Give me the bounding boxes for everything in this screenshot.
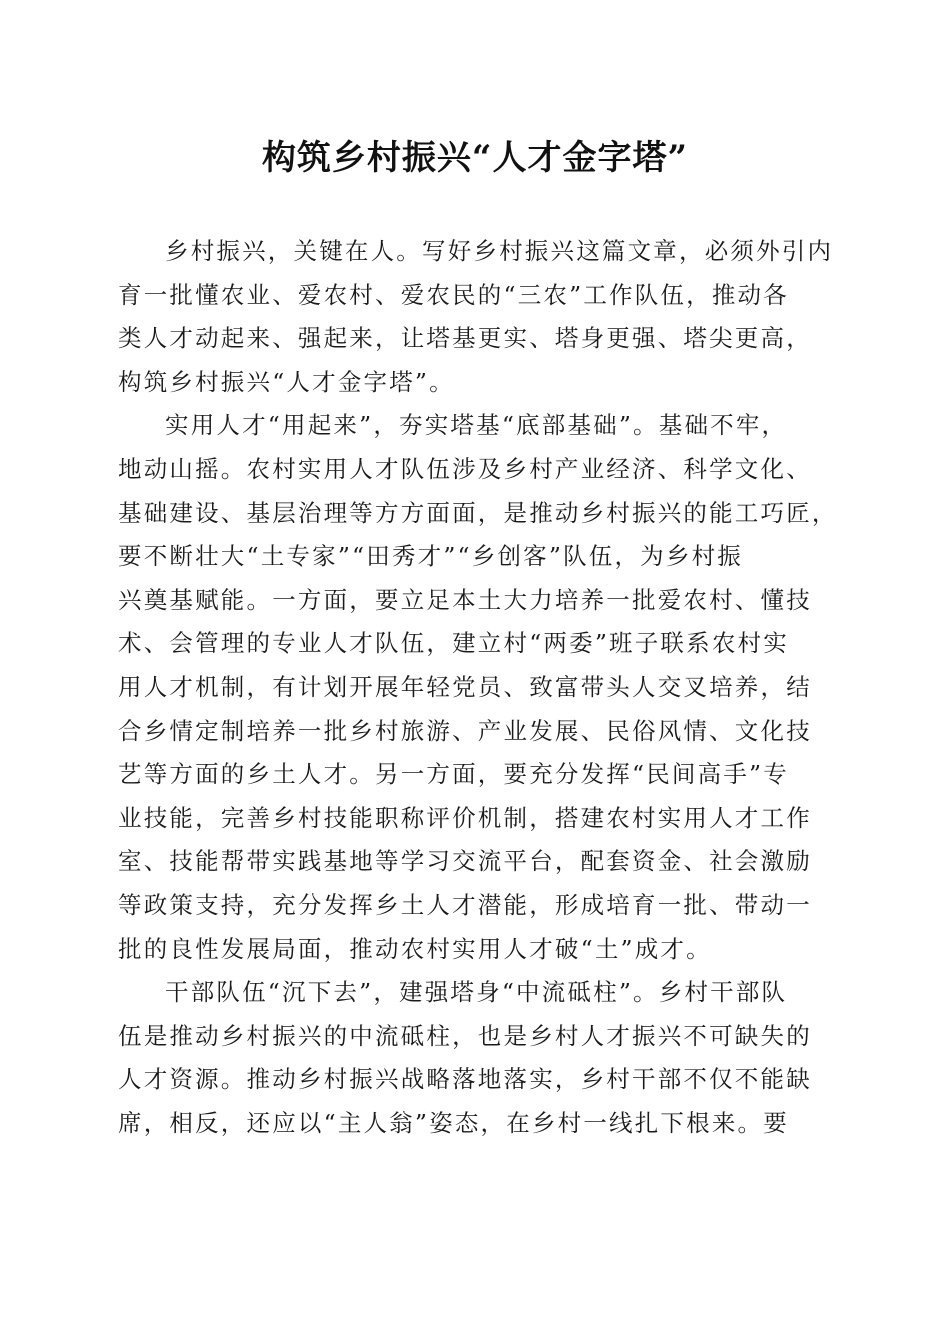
text-line: 室、技能帮带实践基地等学习交流平台，配套资金、社会激励 — [118, 847, 812, 876]
text-line: 伍是推动乡村振兴的中流砥柱，也是乡村人才振兴不可缺失的 — [118, 1021, 812, 1050]
text-line: 乡村振兴，关键在人。写好乡村振兴这篇文章，必须外引内 — [165, 237, 834, 265]
text-line: 合乡情定制培养一批乡村旅游、产业发展、民俗风情、文化技 — [118, 716, 812, 745]
paragraph-cadre-team — [118, 971, 830, 1145]
text-line: 干部队伍“沉下去”，建强塔身“中流砥柱”。乡村干部队 — [165, 978, 788, 1007]
text-line: 构筑乡村振兴“人才金字塔”。 — [118, 367, 455, 396]
paragraph-intro — [118, 230, 834, 404]
document-body — [118, 230, 838, 1145]
text-line: 艺等方面的乡土人才。另一方面，要充分发挥“民间高手”专 — [118, 760, 789, 789]
text-line: 实用人才“用起来”，夯实塔基“底部基础”。基础不牢， — [165, 411, 788, 440]
text-line: 人才资源。推动乡村振兴战略落地落实，乡村干部不仅不能缺 — [118, 1065, 812, 1094]
text-line: 基础建设、基层治理等方方面面，是推动乡村振兴的能工巧匠， — [118, 498, 838, 527]
text-line: 育一批懂农业、爱农村、爱农民的“三农”工作队伍，推动各 — [118, 280, 789, 309]
document-title: 构筑乡村振兴“人才金字塔” — [261, 138, 689, 178]
text-line: 兴奠基赋能。一方面，要立足本土大力培养一批爱农村、懂技 — [118, 585, 812, 614]
text-line: 席，相反，还应以“主人翁”姿态，在乡村一线扎下根来。要 — [118, 1108, 789, 1137]
paragraph-practical-talent — [118, 404, 838, 971]
text-line: 地动山摇。农村实用人才队伍涉及乡村产业经济、科学文化、 — [118, 454, 812, 483]
text-line: 要不断壮大“土专家”“田秀才”“乡创客”队伍，为乡村振 — [118, 542, 743, 571]
text-line: 业技能，完善乡村技能职称评价机制，搭建农村实用人才工作 — [118, 803, 812, 832]
text-line: 类人才动起来、强起来，让塔基更实、塔身更强、塔尖更高， — [118, 324, 812, 353]
text-line: 批的良性发展局面，推动农村实用人才破“土”成才。 — [118, 934, 712, 963]
text-line: 等政策支持，充分发挥乡土人才潜能，形成培育一批、带动一 — [118, 890, 812, 919]
text-line: 用人才机制，有计划开展年轻党员、致富带头人交叉培养，结 — [118, 672, 812, 701]
text-line: 术、会管理的专业人才队伍，建立村“两委”班子联系农村实 — [118, 629, 789, 658]
